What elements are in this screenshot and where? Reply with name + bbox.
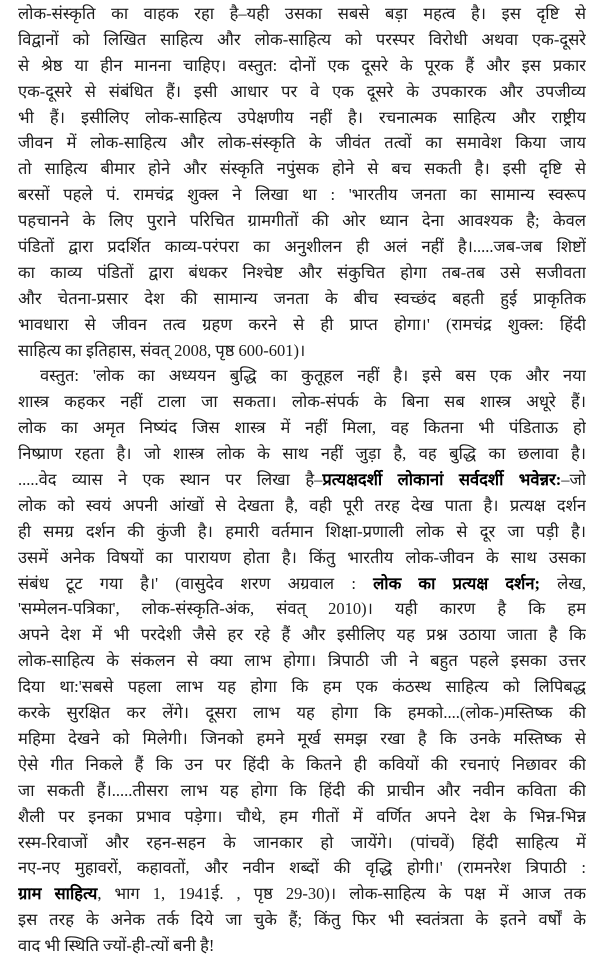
text-line	[18, 830, 586, 856]
bold-citation-text: लोक का प्रत्यक्ष दर्शन;	[373, 573, 540, 593]
text-segment: लेख,	[539, 573, 586, 593]
text-segment: जीवन में लोक-साहित्य और लोक-संस्कृति के जीवंत तत्वों का समावेश किया जाय	[18, 133, 586, 153]
text-line	[18, 79, 586, 105]
text-line	[18, 855, 586, 881]
text-line	[18, 493, 586, 519]
text-line	[18, 260, 586, 286]
text-segment: ही समग्र दर्शन की कुंजी है। हमारी वर्तमान शिक्षा-प्रणाली लोक से दूर जा पड़ी है।	[18, 521, 586, 541]
text-segment: शास्त्र कहकर नहीं टाला जा सकता। लोक-संपर्क के बिना सब शास्त्र अधूरे हैं।	[18, 392, 586, 412]
text-line	[18, 286, 586, 312]
text-line	[18, 53, 586, 79]
text-segment: वस्तुत: 'लोक का अध्ययन बुद्धि का कुतूहल नहीं है। इसे बस एक और नया	[40, 366, 586, 386]
text-segment: लोक को स्वयं अपनी आंखों से देखता है, वही पूरी तरह देख पाता है। प्रत्यक्ष दर्शन	[18, 495, 586, 515]
text-segment: विद्वानों को लिखित साहित्य और लोक-साहित्य को परस्पर विरोधी अथवा एक-दूसरे	[18, 29, 586, 49]
text-segment: पंडितों द्वारा प्रदर्शित काव्य-परंपरा का अनुशीलन ही अलं नहीं है।.....जब-जब शिष्टों	[18, 237, 586, 257]
text-line	[18, 363, 586, 389]
text-line	[18, 752, 586, 778]
text-line	[18, 726, 586, 752]
text-segment: दिया था:'सबसे पहला लाभ यह होगा कि हम एक कंठस्थ साहित्य को लिपिबद्ध	[18, 677, 586, 697]
text-line	[18, 674, 586, 700]
text-segment: भी हैं। इसीलिए लोक-साहित्य उपेक्षणीय नहीं है। रचनात्मक साहित्य और राष्ट्रीय	[18, 107, 586, 127]
text-line	[18, 933, 586, 959]
text-segment: तो साहित्य बीमार होने और संस्कृति नपुंसक होने से बच सकती है। इसी दृष्टि से	[18, 159, 586, 179]
text-segment: का काव्य पंडितों द्वारा बंधकर निश्चेष्ट और संकुचित होगा तब-तब उसे सजीवता	[18, 262, 586, 282]
text-line	[18, 208, 586, 234]
text-segment: 'सम्मेलन-पत्रिका', लोक-संस्कृति-अंक, संवत् 2010)। यही कारण है कि हम	[18, 599, 586, 619]
text-line	[18, 881, 586, 907]
text-segment: भावधारा से जीवन तत्व ग्रहण करने से ही प्राप्त होगा।' (रामचंद्र शुक्ल: हिंदी	[18, 314, 586, 334]
text-segment: से श्रेष्ठ या हीन मानना चाहिए। वस्तुत: दोनों एक दूसरे के पूरक हैं और इस प्रकार	[18, 55, 586, 75]
text-line	[18, 778, 586, 804]
text-line	[18, 105, 586, 131]
text-segment: रस्म-रिवाजों और रहन-सहन के जानकार हो जायेंगे। (पांचवें) हिंदी साहित्य में	[18, 832, 586, 852]
text-line	[18, 441, 586, 467]
text-segment: जा सकती हैं।.....तीसरा लाभ यह होगा कि हिंदी की प्राचीन और नवीन कविता की	[18, 780, 586, 800]
text-line	[18, 571, 586, 597]
bold-citation-text: प्रत्यक्षदर्शी लोकानां सर्वदर्शी भवेन्नर:	[322, 470, 562, 490]
bold-citation-text: ग्राम साहित्य	[18, 884, 98, 904]
text-segment: इस तरह के अनेक तर्क दिये जा चुके हैं; किंतु फिर भी स्वतंत्रता के इतने वर्षों के	[18, 910, 586, 930]
text-line	[18, 804, 586, 830]
text-line	[18, 415, 586, 441]
text-segment: करके सुरक्षित कर लेंगे। दूसरा लाभ यह होगा कि हमको....(लोक-)मस्तिष्क की	[18, 703, 586, 723]
text-segment: वाद भी स्थिति ज्यों-ही-त्यों बनी है!	[18, 936, 215, 956]
text-line	[18, 156, 586, 182]
text-segment: साहित्य का इतिहास, संवत् 2008, पृष्ठ 600-601)।	[18, 340, 306, 360]
text-line	[18, 700, 586, 726]
text-line	[18, 312, 586, 338]
text-line	[18, 234, 586, 260]
text-segment: शैली पर इनका प्रभाव पड़ेगा। चौथे, हम गीतों में वर्णित अपने देश के भिन्न-भिन्न	[18, 806, 586, 826]
text-line	[18, 596, 586, 622]
text-segment: और चेतना-प्रसार देश की सामान्य जनता के बीच स्वच्छंद बहती हुई प्राकृतिक	[18, 288, 586, 308]
text-line	[18, 130, 586, 156]
text-segment: उसमें अनेक विषयों का पारायण होता है। किंतु भारतीय लोक-जीवन के साथ उसका	[18, 547, 586, 567]
text-line	[18, 389, 586, 415]
document-body	[18, 1, 586, 959]
text-line	[18, 1, 586, 27]
text-line	[18, 338, 586, 364]
text-line	[18, 907, 586, 933]
text-line	[18, 545, 586, 571]
text-segment: , भाग 1, 1941ई. , पृष्ठ 29-30)। लोक-साहित्य के पक्ष में आज तक	[97, 884, 586, 904]
text-line	[18, 648, 586, 674]
text-segment: लोक-संस्कृति का वाहक रहा है–यही उसका सबसे बड़ा महत्व है। इस दृष्टि से	[18, 4, 586, 23]
text-segment: बरसों पहले पं. रामचंद्र शुक्ल ने लिखा था : 'भारतीय जनता का सामान्य स्वरूप	[18, 185, 586, 205]
text-segment: लोक-साहित्य के संकलन से क्या लाभ होगा। त्रिपाठी जी ने बहुत पहले इसका उत्तर	[18, 651, 586, 671]
text-segment: –जो	[561, 470, 586, 490]
text-segment: संबंध टूट गया है।' (वासुदेव शरण अग्रवाल :	[18, 573, 374, 593]
text-segment: ऐसे गीत निकले हैं कि उन पर हिंदी के कितने ही कवियों की रचनाएं निछावर की	[18, 754, 586, 774]
text-line	[18, 622, 586, 648]
text-segment: लोक का अमृत निष्यंद जिस शास्त्र में नहीं मिला, वह कितना भी पंडिताऊ हो	[18, 418, 586, 438]
text-segment: निष्प्राण रहता है। जो शास्त्र लोक के साथ नहीं जुड़ा है, वह बुद्धि का छलावा है।	[18, 444, 586, 464]
text-line	[18, 182, 586, 208]
text-line	[18, 467, 586, 493]
text-segment: अपने देश में भी परदेशी जैसे हर रहे हैं और इसीलिए यह प्रश्न उठाया जाता है कि	[18, 625, 586, 645]
text-segment: एक-दूसरे से संबंधित हैं। इसी आधार पर वे एक दूसरे के उपकारक और उपजीव्य	[18, 81, 586, 101]
text-line	[18, 27, 586, 53]
text-segment: .....वेद व्यास ने एक स्थान पर लिखा है–	[18, 470, 323, 490]
text-segment: महिमा देखने को मिलेगी। जिनको हमने मूर्ख समझ रखा है कि उनके मस्तिष्क से	[18, 728, 586, 748]
text-segment: नए-नए मुहावरों, कहावतों, और नवीन शब्दों की वृद्धि होगी।' (रामनरेश त्रिपाठी :	[18, 858, 586, 878]
text-line	[18, 519, 586, 545]
text-segment: पहचानने के लिए पुराने परिचित ग्रामगीतों की ओर ध्यान देना आवश्यक है; केवल	[18, 211, 586, 231]
